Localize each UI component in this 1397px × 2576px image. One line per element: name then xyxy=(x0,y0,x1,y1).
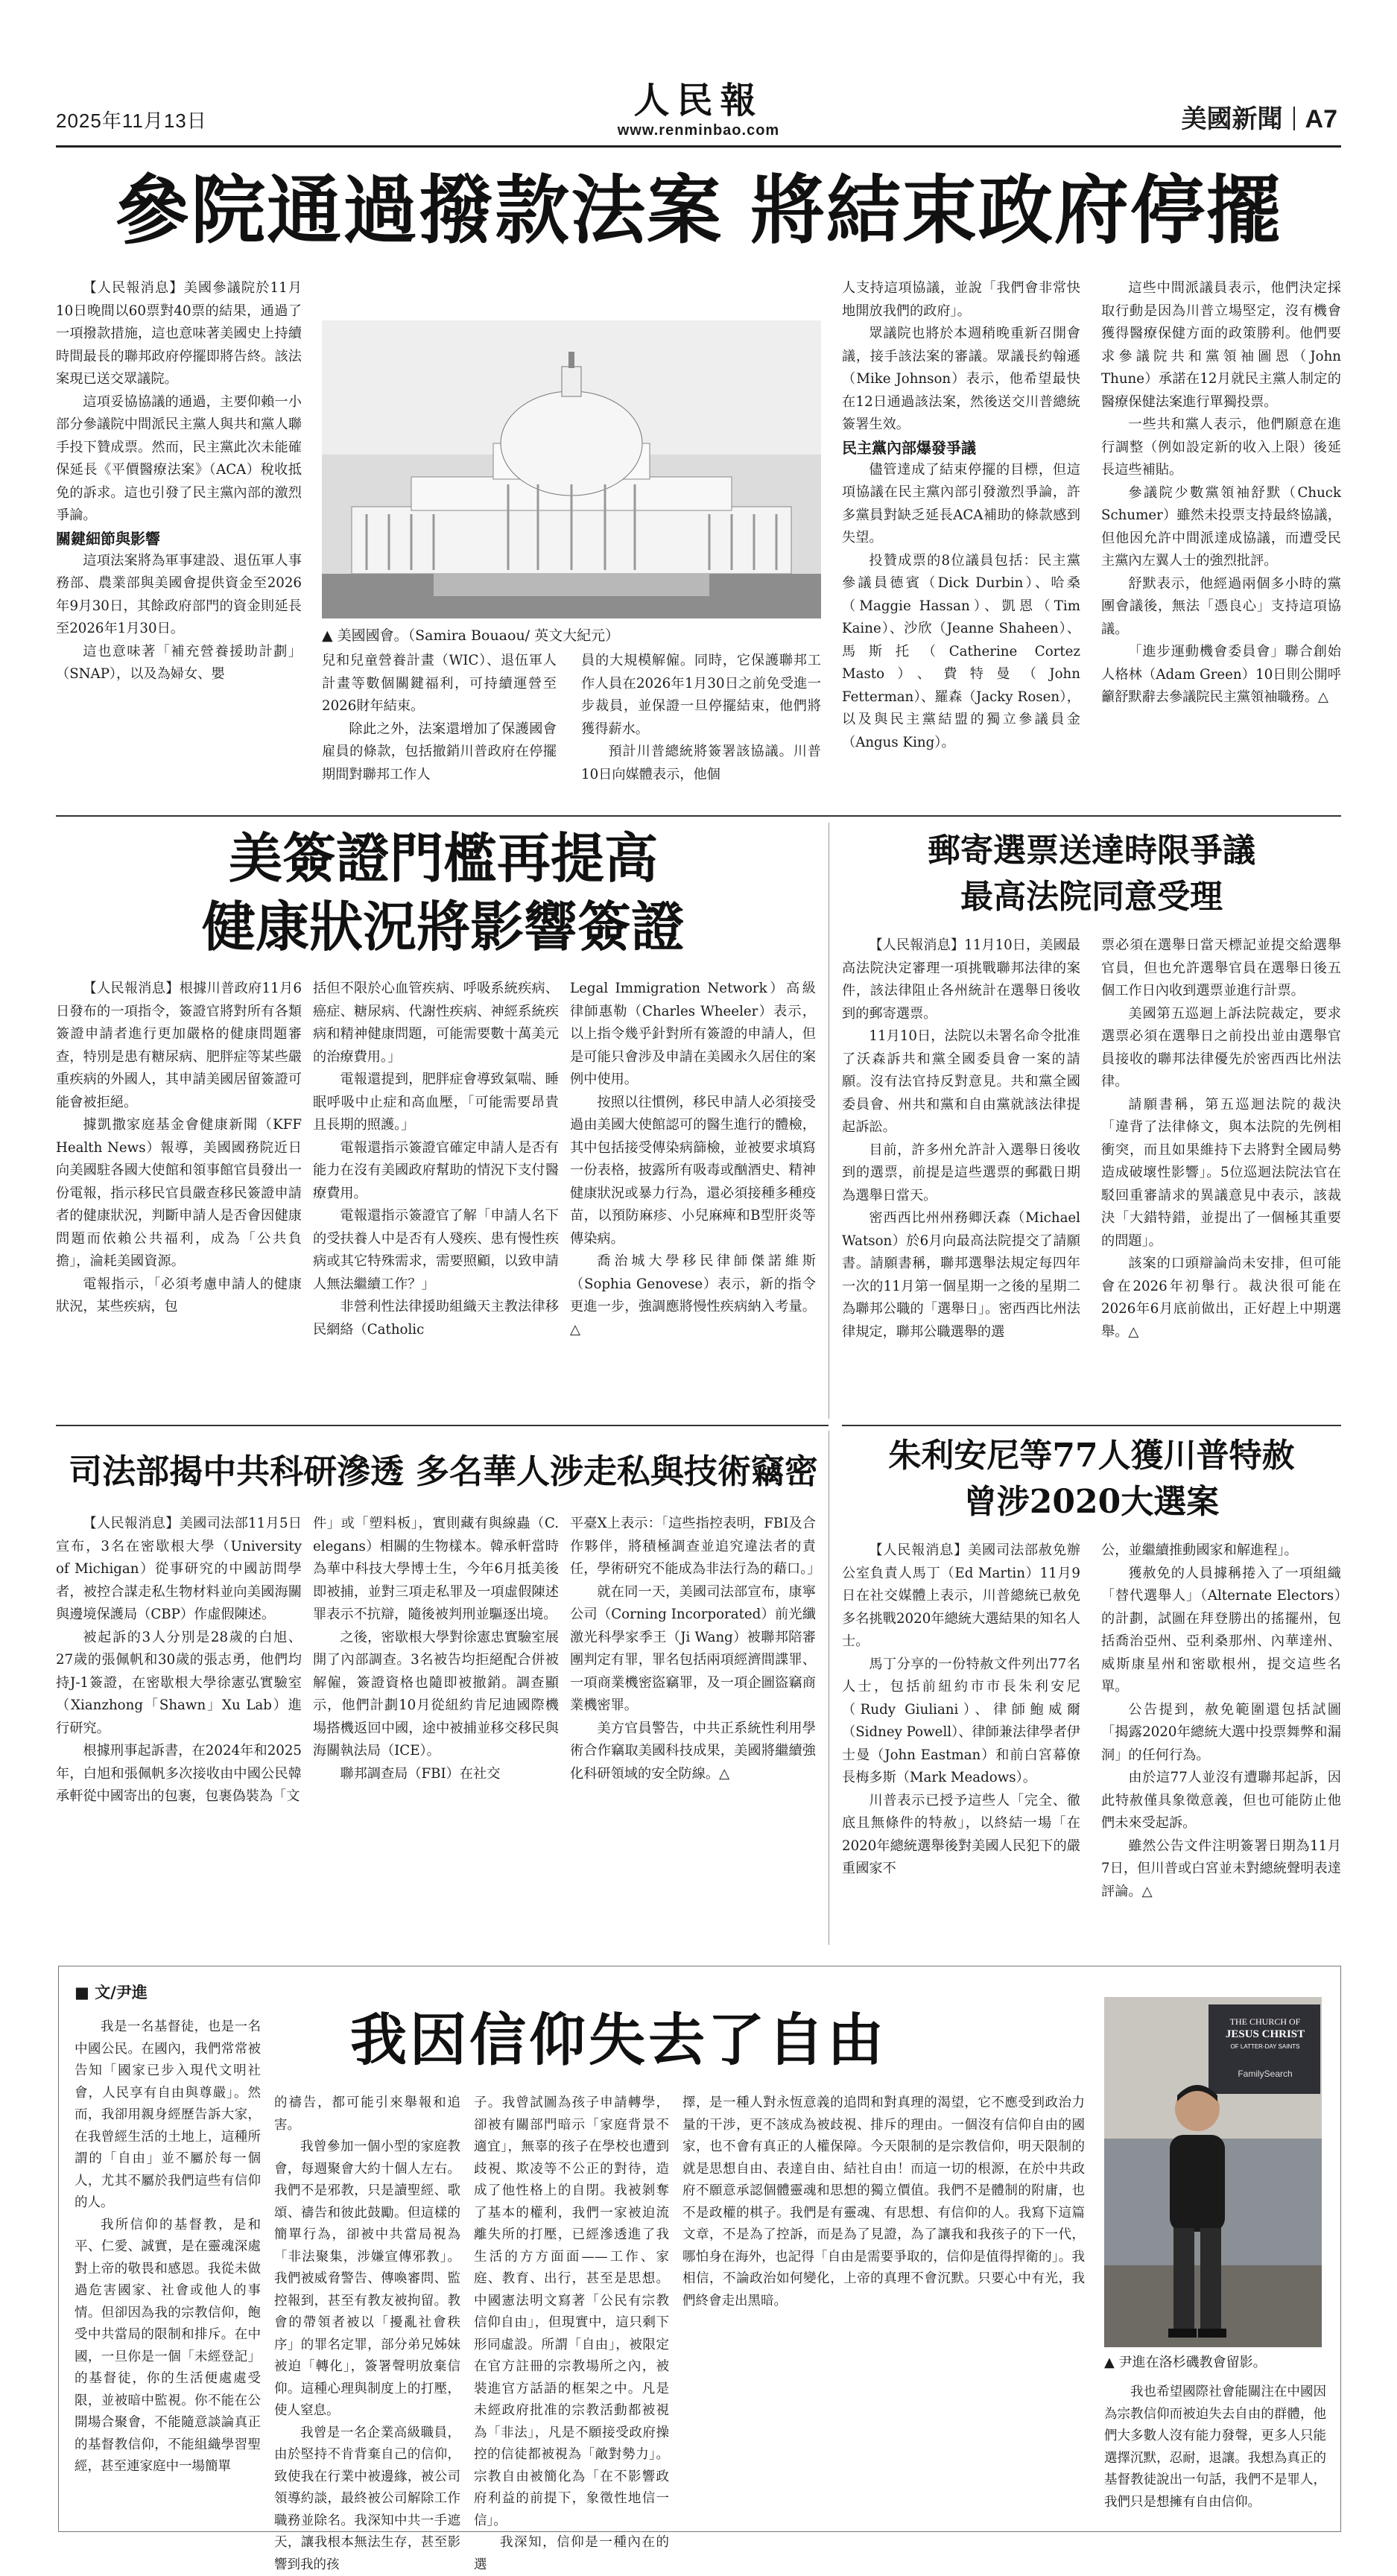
story4-col3-p1: 平臺X上表示：「這些指控表明，FBI及合作夥伴，將積極調查並追究違法者的責任，學術研究不能成為非法行為的藉口。」 xyxy=(570,1513,816,1581)
essay-headline: 我因信仰失去了自由 xyxy=(224,2003,1013,2077)
story5-headline-line2: 曾涉2020大選案 xyxy=(842,1480,1341,1525)
story3-col1-p1: 【人民報消息】11月10日，美國最高法院決定審理一項挑戰聯邦法律的案件，該法律阻止各州統計在選舉日後收到的郵寄選票。 xyxy=(842,934,1080,1025)
church-sign-brand: FamilySearch xyxy=(1216,2069,1314,2079)
story3-bottom-rule xyxy=(842,1425,1341,1426)
story5-col2-p3: 公告提到，赦免範圍還包括試圖「揭露2020年總統大選中投票舞弊和漏洞」的任何行為。 xyxy=(1101,1699,1341,1768)
author-photo-caption: ▲ 尹進在洛杉磯教會留影。 xyxy=(1104,2352,1328,2371)
story5-col2-p1: 公，並繼續推動國家和解進程」。 xyxy=(1101,1539,1341,1563)
section-divider xyxy=(1293,107,1295,130)
story2-col1-p1: 【人民報消息】根據川普政府11月6日發布的一項指令，簽證官將對所有各類簽證申請者進行更加嚴格的健康問題審查，特別是患有糖尿病、肥胖症等某些嚴重疾病的外國人，其申請美國居留簽證可能會被拒絕。 xyxy=(56,978,302,1114)
story2-column-3 xyxy=(570,978,816,1417)
story1-col2-p2: 除此之外，法案還增加了保護國會雇員的條款，包括撤銷川普政府在停擺期間對聯邦工作人 xyxy=(322,718,557,787)
website-url[interactable]: www.renminbao.com xyxy=(0,122,1397,139)
story2-column-1 xyxy=(56,978,302,1417)
story3-col1-p2: 11月10日，法院以未署名命令批准了沃森訴共和黨全國委員會一案的請願。沒有法官持反對意見。共和黨全國委員會、州共和黨和自由黨就該法律提起訴訟。 xyxy=(842,1025,1080,1139)
essay-col5-p1: 我也希望國際社會能關注在中國因為宗教信仰而被迫失去自由的群體，他們大多數人沒有能力發聲，更多人只能選擇沉默，忍耐，退讓。我想為真正的基督教徒說出一句話，我們不是罪人，我們只是想擁有自由信仰。 xyxy=(1104,2382,1326,2513)
story1-col3-p2: 預計川普總統將簽署該協議。川普10日向媒體表示，他個 xyxy=(581,741,821,786)
story2-col2-p5: 非營利性法律援助組織天主教法律移民網絡（Catholic xyxy=(313,1296,559,1341)
story1-col1-p1: 【人民報消息】美國參議院於11月10日晚間以60票對40票的結果，通過了一項撥款措施，這也意味著美國史上持續時間最長的聯邦政府停擺即將告終。該法案現已送交眾議院。 xyxy=(56,277,302,391)
story3-headline-line2: 最高法院同意受理 xyxy=(842,875,1341,920)
story2-col1-p3: 電報指示，「必須考慮申請人的健康狀況，某些疾病，包 xyxy=(56,1273,302,1319)
story1-col4b-p2: 投贊成票的8位議員包括：民主黨參議員德賓（Dick Durbin）、哈桑（Maggie Hassan）、凱恩（Tim Kaine）、沙欣（Jeanne Shaheen）、馬斯托（Catherine Cortez Masto）、費特曼（John Fetterman）、羅森（Jacky Rosen），以及與民主黨結盟的獨立參議員金（Angus King）。 xyxy=(842,550,1080,755)
essay-column-5 xyxy=(1104,2382,1326,2526)
story1-col2-p1: 兒和兒童營養計畫（WIC）、退伍軍人計畫等數個關鍵福利，可持續運營至2026財年結束。 xyxy=(322,650,557,718)
story4-col1-p2: 被起訴的3人分別是28歲的白旭、27歲的張佩帆和30歲的張志勇，他們均持J-1簽證，在密歇根大學徐憲弘實驗室（Xianzhong「Shawn」Xu Lab）進行研究。 xyxy=(56,1627,302,1741)
story1-column-3 xyxy=(581,650,821,806)
capitol-building-icon xyxy=(322,320,821,618)
story1-column-1 xyxy=(56,277,302,806)
author-photo xyxy=(1104,1997,1322,2347)
story3-col1-p3: 目前，許多州允許計入選舉日後收到的選票，前提是這些選票的郵戳日期為選舉日當天。 xyxy=(842,1139,1080,1208)
story1-col1-p2: 這項妥協協議的通過，主要仰賴一小部分參議院中間派民主黨人與共和黨人聯手投下贊成票。然而，民主黨此次未能確保延長《平價醫療法案》（ACA）稅收抵免的訴求。這也引發了民主黨內部的激烈爭論。 xyxy=(56,391,302,528)
story2-column-2 xyxy=(313,978,559,1417)
essay-col2-p1: 的禱告，都可能引來舉報和追害。 xyxy=(274,2092,460,2136)
story1-bottom-rule xyxy=(56,815,1341,817)
story4-column-3 xyxy=(570,1513,816,1937)
story2-col1-p2: 據凱撒家庭基金會健康新聞（KFF Health News）報導，美國國務院近日向美國駐各國大使館和領事館官員發出一份電報，指示移民官員嚴查移民簽證申請者的健康狀況，判斷申請人是否會因健康問題而依賴公共福利，成為「公共負擔」，淪耗美國資源。 xyxy=(56,1114,302,1273)
story1-col3-p1: 員的大規模解僱。同時，它保護聯邦工作人員在2026年1月30日之前免受進一步裁員，並保證一旦停擺結束，他們將獲得薪水。 xyxy=(581,650,821,741)
story4-headline: 司法部揭中共科研滲透 多名華人涉走私與技術竊密 xyxy=(56,1447,831,1496)
story4-col1-p3: 根據刑事起訴書，在2024年和2025年，白旭和張佩帆多次接收由中國公民韓承軒從中國寄出的包裹，包裹偽裝為「文 xyxy=(56,1740,302,1808)
story1-col5-p3: 參議院少數黨領袖舒默（Chuck Schumer）雖然未投票支持最終協議，但他因允許中間派達成協議，而遭受民主黨內左翼人士的強烈批評。 xyxy=(1101,482,1341,573)
story1-headline: 參院通過撥款法案 將結束政府停擺 xyxy=(56,165,1341,255)
capitol-photo xyxy=(322,320,821,618)
story4-col1-p1: 【人民報消息】美國司法部11月5日宣布，3名在密歇根大學（University of Michigan）從事研究的中國訪問學者，被控合謀走私生物材料並向美國海關與邊境保護局（CBP）作虛假陳述。 xyxy=(56,1513,302,1627)
story2-col2-p2: 電報還提到，肥胖症會導致氣喘、睡眠呼吸中止症和高血壓，「可能需要昂貴且長期的照護。」 xyxy=(313,1069,559,1137)
story1-subhead-1: 關鍵細節與影響 xyxy=(56,528,302,550)
capitol-photo-caption: ▲ 美國國會。（Samira Bouaou/ 英文大紀元） xyxy=(322,624,821,645)
story2-col2-p4: 電報還指示簽證官了解「申請人名下的受扶養人中是否有人殘疾、患有慢性疾病或其它特殊需求，需要照顧，以致申請人無法繼續工作？」 xyxy=(313,1205,559,1296)
story2-col2-p1: 括但不限於心血管疾病、呼吸系統疾病、癌症、糖尿病、代謝性疾病、神經系統疾病和精神健康問題，可能需要數十萬美元的治療費用。」 xyxy=(313,978,559,1069)
newspaper-logo: 人民報 xyxy=(0,72,1397,123)
story2-bottom-rule xyxy=(56,1425,829,1426)
church-sign-line2: JESUS CHRIST xyxy=(1216,2028,1314,2041)
story5-col2-p2: 獲赦免的人員據稱捲入了一項組織「替代選舉人」（Alternate Electors）的計劃，試圖在拜登勝出的搖擺州，包括喬治亞州、亞利桑那州、內華達州、威斯康星州和密歇根州，提交這些名單。 xyxy=(1101,1563,1341,1699)
story5-col1-p2: 馬丁分享的一份特赦文件列出77名人士，包括前紐約市市長朱利安尼（Rudy Giuliani）、律師鮑威爾（Sidney Powell）、律師兼法律學者伊士曼（John Eastman）和前白宮幕僚長梅多斯（Mark Meadows）。 xyxy=(842,1653,1080,1790)
story1-col4b-p1: 儘管達成了結束停擺的目標，但這項協議在民主黨內部引發激烈爭論，許多黨員對缺乏延長ACA補助的條款感到失望。 xyxy=(842,459,1080,550)
story5-column-1 xyxy=(842,1539,1080,1942)
story5-col1-p3: 川普表示已授予這些人「完全、徹底且無條件的特赦」，以終結一場「在2020年總統選舉後對美國人民犯下的嚴重國家不 xyxy=(842,1790,1080,1881)
essay-col3-p1: 子。我曾試圖為孩子申請轉學，卻被有關部門暗示「家庭背景不適宜」，無辜的孩子在學校也遭到歧視、欺凌等不公正的對待，造成了他性格上的自閉。我被剝奪了基本的權利，我們一家被迫流離失所的打壓，已經滲透進了我生活的方方面面——工作、家庭、教育、出行，甚至是思想。中國憲法明文寫著「公民有宗教信仰自由」，但現實中，這只剩下形同虛設。所謂「自由」，被限定在官方註冊的宗教場所之內，被裝進官方話語的框架之中。凡是未經政府批准的宗教活動都被視為「非法」，凡是不願接受政府操控的信徒都被視為「敵對勢力」。宗教自由被簡化為「在不影響政府利益的前提下，象徵性地信一信」。 xyxy=(474,2092,669,2532)
story1-col4-p2: 眾議院也將於本週稍晚重新召開會議，接手該法案的審議。眾議長約翰遜（Mike Johnson）表示，他希望最快在12日通過該法案，然後送交川普總統簽署生效。 xyxy=(842,323,1080,437)
story4-col3-p2: 就在同一天，美國司法部宣布，康寧公司（Corning Incorporated）前光纖激光科學家季王（Ji Wang）被聯邦陪審團判定有罪，罪名包括兩項經濟間諜罪、一項商業機密盜竊罪，及一項企圖盜竊商業機密罪。 xyxy=(570,1581,816,1718)
story1-col4-p1: 人支持這項協議，並說「我們會非常快地開放我們的政府」。 xyxy=(842,277,1080,323)
story1-col5-p1: 這些中間派議員表示，他們決定採取行動是因為川普立場堅定，沒有機會獲得醫療保健方面的政策勝利。他們要求參議院共和黨領袖圖恩（John Thune）承諾在12月就民主黨人制定的醫療保健法案進行單獨投票。 xyxy=(1101,277,1341,414)
church-sign-line1: THE CHURCH OF xyxy=(1216,2016,1314,2028)
story3-column-1 xyxy=(842,934,1080,1426)
story1-col1b-p2: 這也意味著「補充營養援助計劃」（SNAP），以及為婦女、嬰 xyxy=(56,641,302,686)
story1-column-4 xyxy=(842,277,1080,806)
story3-col2-p3: 請願書稱，第五巡迴法院的裁決「違背了法律條文，與本法院的先例相衝突，而且如果維持下去將對全國局勢造成破壞性影響」。5位巡迴法院法官在駁回重審請求的異議意見中表示，該裁決「大錯特錯，並提出了一個極其重要的問題」。 xyxy=(1101,1094,1341,1253)
essay-col1-p2: 我所信仰的基督教，是和平、仁愛、誠實，是在靈魂深處對上帝的敬畏和感恩。我從未做過危害國家、社會或他人的事情。但卻因為我的宗教信仰，飽受中共當局的限制和排斥。在中國，一旦你是一個「未經登記」的基督徒，你的生活便處處受限，並被暗中監視。你不能在公開場合聚會，不能隨意談論真正的基督教信仰，不能組織學習聖經，甚至連家庭中一場簡單 xyxy=(75,2215,261,2478)
masthead-rule xyxy=(56,145,1341,148)
story5-col2-p4: 由於這77人並沒有遭聯邦起訴，因此特赦僅具象徵意義，但也可能防止他們未來受起訴。 xyxy=(1101,1767,1341,1835)
essay-byline: ■ 文/尹進 xyxy=(75,1981,148,2003)
story4-column-1 xyxy=(56,1513,302,1937)
story5-col2-p5: 雖然公告文件注明簽署日期為11月7日，但川普或白宮並未對總統聲明表達評論。△ xyxy=(1101,1835,1341,1904)
issue-date: 2025年11月13日 xyxy=(56,106,207,133)
story2-col3-p1: Legal Immigration Network）高級律師惠勒（Charles Wheeler）表示，以上指令幾乎針對所有簽證的申請人，但是可能只會涉及申請在美國永久居住的案例中使用。 xyxy=(570,978,816,1092)
story4-col3-p3: 美方官員警告，中共正系統性利用學術合作竊取美國科技成果，美國將繼續強化科研領域的安全防線。△ xyxy=(570,1718,816,1786)
essay-column-2 xyxy=(274,2092,460,2523)
story1-column-2 xyxy=(322,650,557,806)
story3-col2-p1: 票必須在選舉日當天標記並提交給選舉官員，但也允許選舉官員在選舉日後五個工作日內收到選票並進行計票。 xyxy=(1101,934,1341,1003)
essay-column-1 xyxy=(75,2016,261,2523)
story1-col5-p2: 一些共和黨人表示，他們願意在進行調整（例如設定新的收入上限）後延長這些補貼。 xyxy=(1101,414,1341,482)
story3-col1-p4: 密西西比州州務卿沃森（Michael Watson）於6月向最高法院提交了請願書。請願書稱，聯邦選舉法規定每四年一次的11月第一個星期一之後的星期二為聯邦公職的「選舉日」。密西西比州法律規定，聯邦公職選舉的選 xyxy=(842,1207,1080,1344)
story3-headline-line1: 郵寄選票送達時限爭議 xyxy=(842,829,1341,873)
story1-col1b-p1: 這項法案將為軍事建設、退伍軍人事務部、農業部與美國會提供資金至2026年9月30日，其餘政府部門的資金則延長至2026年1月30日。 xyxy=(56,550,302,641)
story4-col2-p2: 之後，密歇根大學對徐憲忠實驗室展開了內部調查。3名被告均拒絕配合併被解僱，簽證資格也隨即被撤銷。調查顯示，他們計劃10月從紐約肯尼迪國際機場搭機返回中國，途中被捕並移交移民與海關執法局（ICE）。 xyxy=(313,1627,559,1763)
essay-col4-p1: 擇，是一種人對永恆意義的追問和對真理的渴望，它不應受到政治力量的干涉，更不該成為被歧視、排斥的理由。一個沒有信仰自由的國家，也不會有真正的人權保障。今天限制的是宗教信仰，明天限制的就是思想自由、表達自由、結社自由！而這一切的根源，在於中共政府不願意承認個體靈魂和思想的獨立價值。我們不是體制的附庸，也不是政權的棋子。我們是有靈魂、有思想、有信仰的人。我寫下這篇文章，不是為了控訴，而是為了見證，為了讓我和我孩子的下一代，哪怕身在海外，也記得「自由是需要爭取的，信仰是值得捍衛的」。我相信，不論政治如何變化，上帝的真理不會沉默。只要心中有光，我們終會走出黑暗。 xyxy=(682,2092,1085,2312)
story2-col2-p3: 電報還指示簽證官確定申請人是否有能力在沒有美國政府幫助的情況下支付醫療費用。 xyxy=(313,1137,559,1206)
essay-col2-p3: 我曾是一名企業高級職員，由於堅持不肯背棄自己的信仰，致使我在行業中被邊緣，被公司領導約談，最終被公司解除工作職務並除名。我深知中共一手遮天，讓我根本無法生存，甚至影響到我的孩 xyxy=(274,2422,460,2576)
story5-col1-p1: 【人民報消息】美國司法部赦免辦公室負責人馬丁（Ed Martin）11月9日在社交媒體上表示，川普總統已赦免多名挑戰2020年總統大選結果的知名人士。 xyxy=(842,1539,1080,1653)
church-sign-line3: OF LATTER-DAY SAINTS xyxy=(1216,2043,1314,2050)
story5-column-2 xyxy=(1101,1539,1341,1942)
essay-col2-p2: 我曾參加一個小型的家庭教會，每週聚會大約十個人左右。我們不是邪教，只是讀聖經、歌頌、禱告和彼此鼓勵。但這樣的簡單行為，卻被中共當局視為「非法聚集，涉嫌宣傳邪教」。我們被威脅警告、傳喚審問、監控報到，甚至有教友被拘留。教會的帶領者被以「擾亂社會秩序」的罪名定罪，部分弟兄姊妹被迫「轉化」，簽署聲明放棄信仰。這種心理與制度上的打壓，使人窒息。 xyxy=(274,2136,460,2422)
essay-column-4 xyxy=(682,2092,1085,2523)
story2-headline-line2: 健康狀況將影響簽證 xyxy=(56,894,831,960)
section-name: 美國新聞 xyxy=(1182,104,1283,134)
section-label xyxy=(1182,98,1337,135)
essay-column-3 xyxy=(474,2092,669,2523)
essay-col3-p2: 我深知，信仰是一種內在的選 xyxy=(474,2532,669,2576)
story1-col5-p5: 「進步運動機會委員會」聯合創始人格林（Adam Green）10日則公開呼籲舒默辭去參議院民主黨領袖職務。△ xyxy=(1101,641,1341,709)
story5-headline-line1: 朱利安尼等77人獲川普特赦 xyxy=(842,1434,1341,1478)
story3-col2-p4: 該案的口頭辯論尚未安排，但可能會在2026年初舉行。裁決很可能在2026年6月底前做出，正好趕上中期選舉。△ xyxy=(1101,1253,1341,1344)
story1-column-5 xyxy=(1101,277,1341,806)
story4-col2-p1: 件」或「塑料板」，實則藏有與線蟲（C. elegans）相關的生物樣本。韓承軒當時為華中科技大學博士生，今年6月抵美後即被捕，並對三項走私罪及一項虛假陳述罪表示不抗辯，隨後被判刑並驅逐出境。 xyxy=(313,1513,559,1627)
essay-col1-p1: 我是一名基督徒，也是一名中國公民。在國內，我們常常被告知「國家已步入現代文明社會，人民享有自由與尊嚴」。然而，我卻用親身經歷告訴大家，在我曾經生活的土地上，這種所謂的「自由」並不屬於每一個人，尤其不屬於我們這些有信仰的人。 xyxy=(75,2016,261,2215)
story4-column-2 xyxy=(313,1513,559,1937)
story3-col2-p2: 美國第五巡迴上訴法院裁定，要求選票必須在選舉日之前投出並由選舉官員接收的聯邦法律優先於密西西比州法律。 xyxy=(1101,1003,1341,1094)
page-number: A7 xyxy=(1305,105,1337,133)
story2-col3-p2: 按照以往慣例，移民申請人必須接受過由美國大使館認可的醫生進行的體檢，其中包括接受傳染病篩檢，並被要求填寫一份表格，披露所有吸毒或酗酒史、精神健康狀況或暴力行為，還必須接種多種疫苗，以預防麻疹、小兒麻痺和B型肝炎等傳染病。 xyxy=(570,1092,816,1251)
story1-subhead-2: 民主黨內部爆發爭議 xyxy=(842,437,1080,459)
story2-col3-p3: 喬治城大學移民律師傑諾維斯（Sophia Genovese）表示，新的指令更進一步，強調應將慢性疾病納入考量。△ xyxy=(570,1250,816,1341)
story1-col5-p4: 舒默表示，他經過兩個多小時的黨團會議後，無法「憑良心」支持這項協議。 xyxy=(1101,573,1341,642)
story4-col2-p3: 聯邦調查局（FBI）在社交 xyxy=(313,1763,559,1786)
story2-headline-line1: 美簽證門檻再提高 xyxy=(56,826,831,891)
story3-column-2 xyxy=(1101,934,1341,1426)
